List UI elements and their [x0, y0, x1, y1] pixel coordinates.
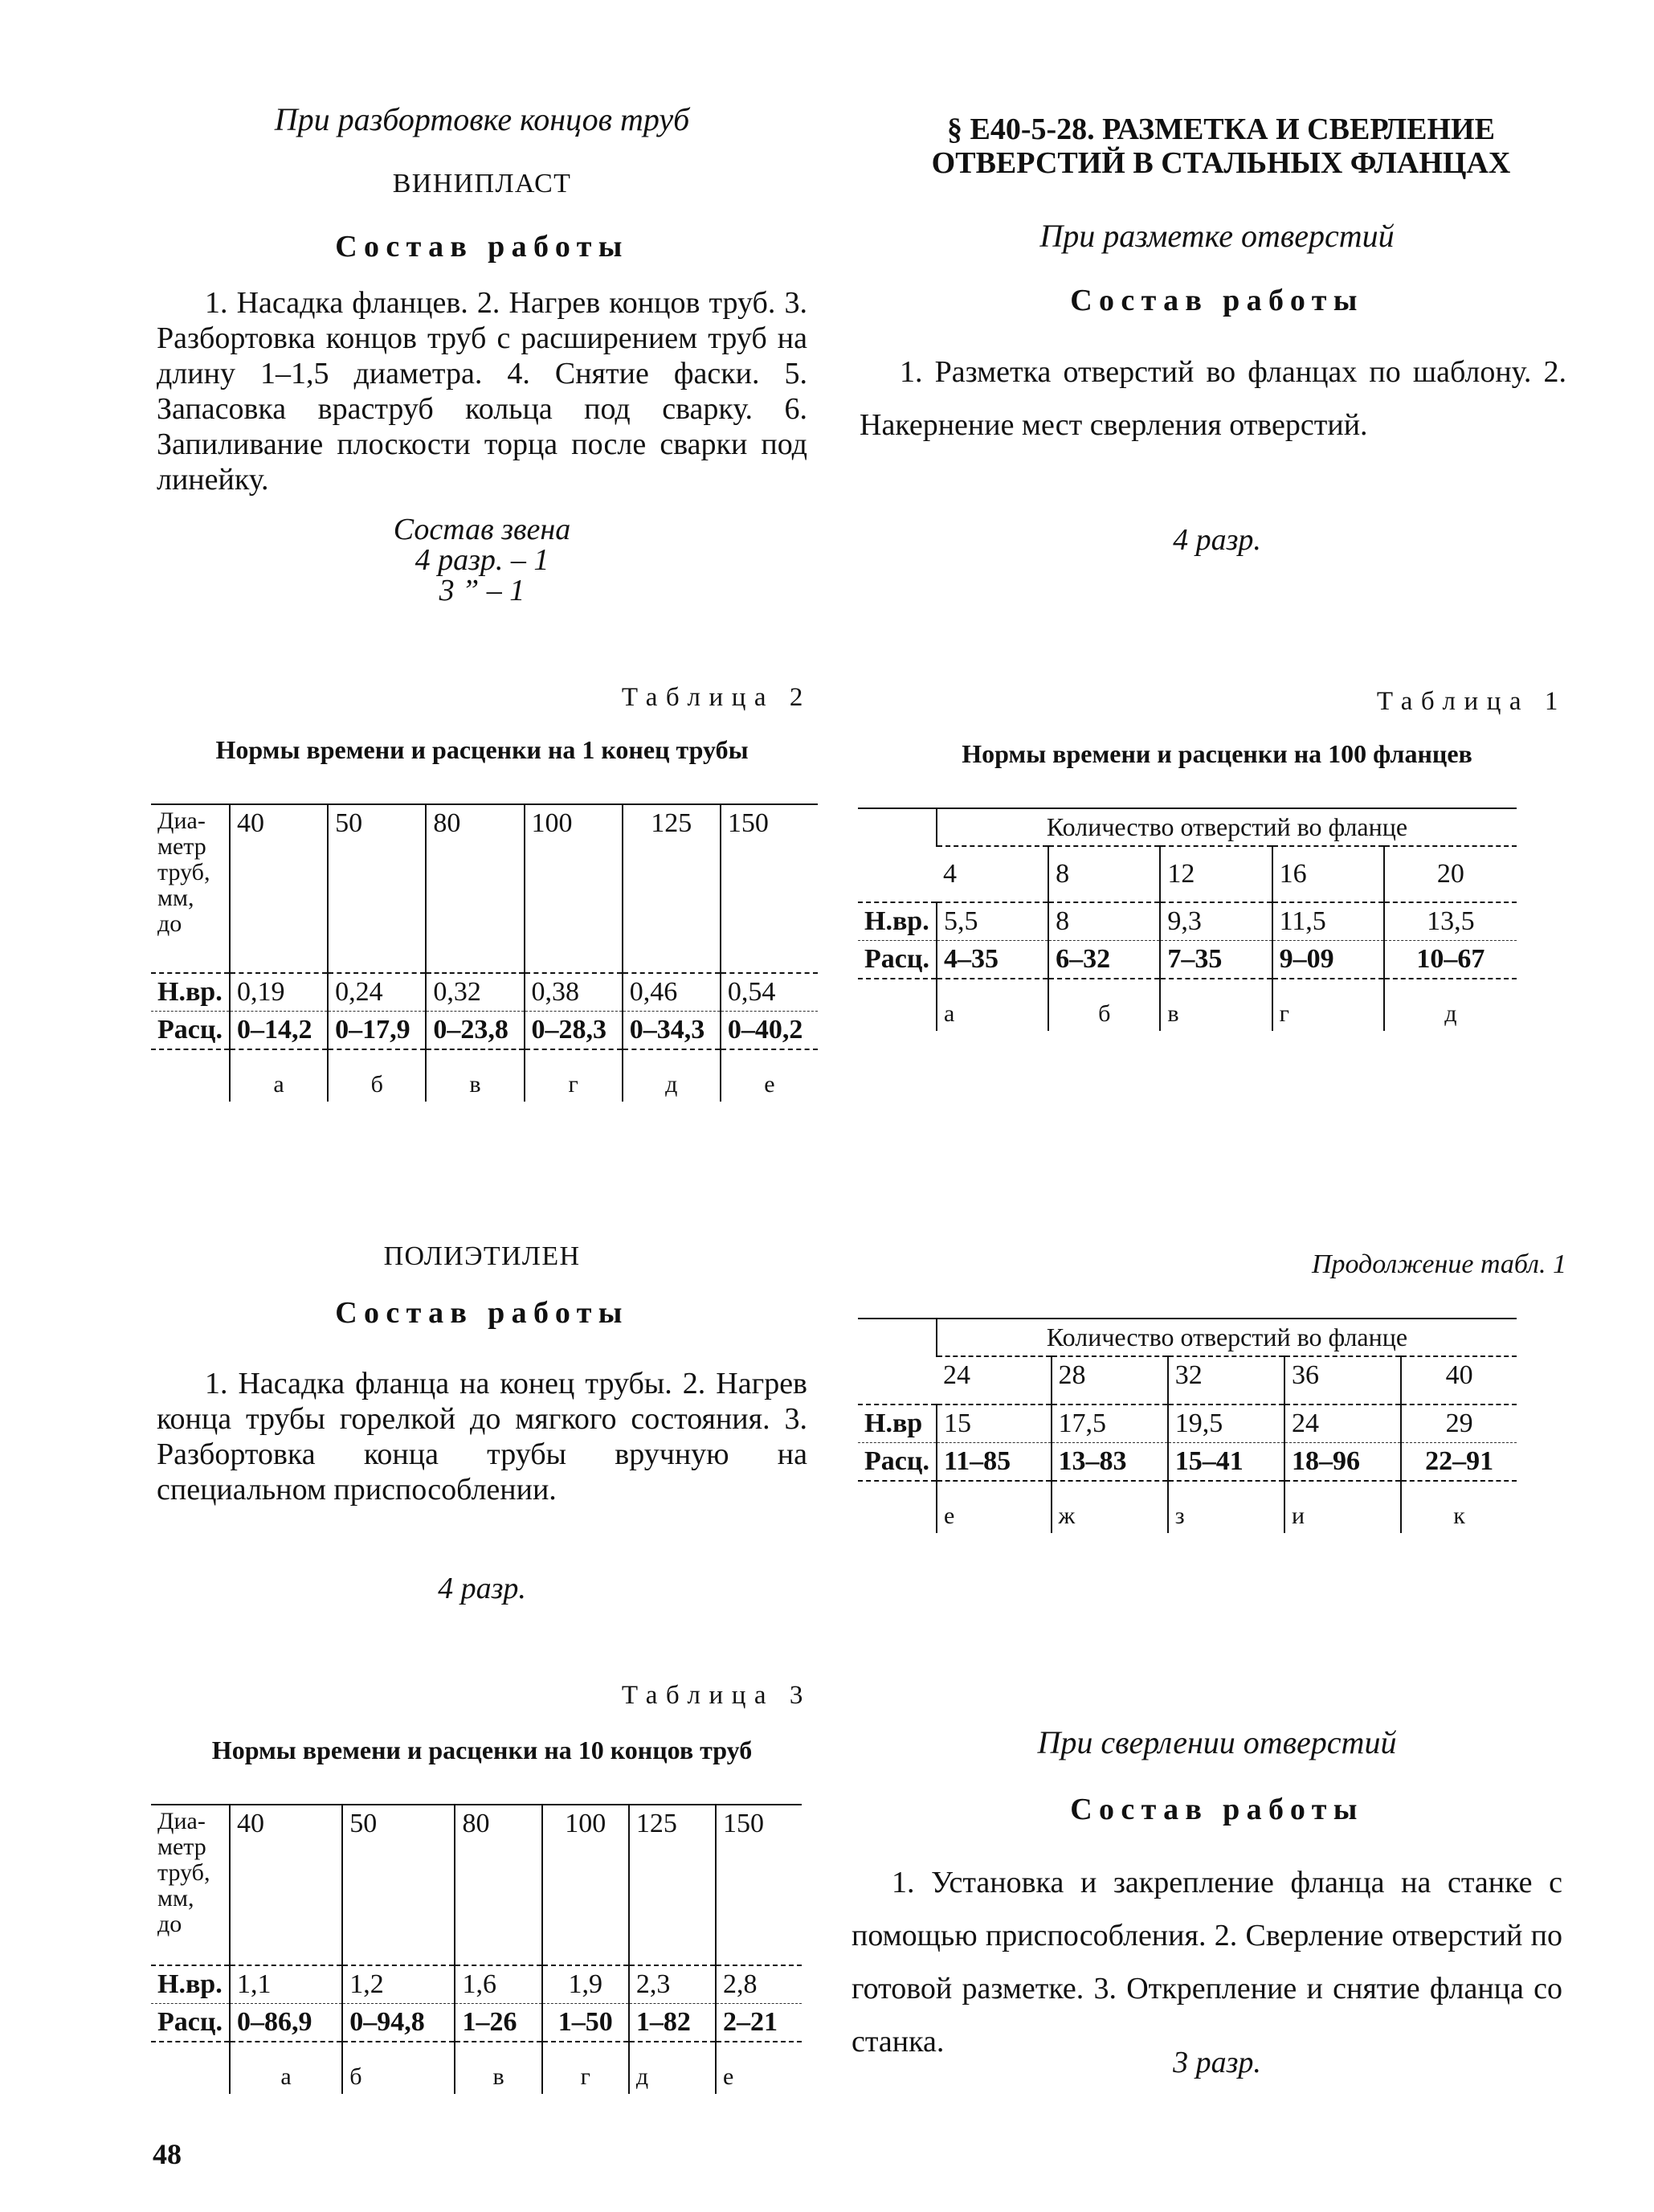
table1-col: 16 [1272, 846, 1384, 902]
table1-letter: б [1048, 979, 1160, 1031]
table3-nvr: 1,2 [342, 1965, 455, 2004]
poly-work-text: 1. Насадка фланца на конец трубы. 2. Нагрев конца трубы горелкой до мягкого состояния. 3. Разбортовка конца трубы вручную на специальном приспособлении. [157, 1367, 807, 1507]
table1-cont-group-header: Количество отверстий во фланце [937, 1319, 1517, 1356]
table3-nvr-label: Н.вр. [151, 1965, 230, 2004]
table3-label: Таблица 3 [621, 1681, 811, 1710]
table2-nvr: 0,19 [230, 973, 328, 1012]
table3-caption: Нормы времени и расценки на 10 концов труб [211, 1736, 753, 1764]
table3-nvr: 2,3 [629, 1965, 716, 2004]
table3-letter: д [629, 2042, 716, 2094]
table2-nvr-label: Н.вр. [151, 973, 230, 1012]
table1-continuation [858, 1318, 1517, 1533]
table3-col: 40 [230, 1805, 342, 1965]
table3-rasc: 1–26 [455, 2004, 541, 2042]
table1-cont-letter: з [1168, 1481, 1284, 1533]
table3-nvr: 2,8 [716, 1965, 802, 2004]
table2-col: 100 [525, 804, 623, 973]
table1-caption: Нормы времени и расценки на 100 фланцев [962, 739, 1472, 768]
table3-rasc: 1–82 [629, 2004, 716, 2042]
table1-cont-rasc: 18–96 [1284, 1443, 1401, 1482]
pipe-flaring-caption: При разбортовке концов труб [274, 101, 690, 137]
table3-nvr: 1,1 [230, 1965, 342, 2004]
table2-rasc-label: Расц. [157, 1015, 223, 1045]
table1-cont-col: 24 [937, 1356, 1052, 1404]
table1-cont-rasc-label: Расц. [864, 1446, 929, 1476]
table2-col: 40 [230, 804, 328, 973]
vinyl-work-text: 1. Насадка фланцев. 2. Нагрев концов труб. 3. Разбортовка концов труб с расширением труб на длину 1–1,5 диаметра. 4. Снятие фаски. 5. Запасовка враструб кольца под сварку. 6. Запиливание плоскости торца после сварки под линейку. [157, 286, 807, 497]
table1-letter: в [1160, 979, 1272, 1031]
table3-rasc: 1–50 [542, 2004, 629, 2042]
table2-letter: а [230, 1049, 328, 1102]
table1-cont-nvr: 24 [1284, 1404, 1401, 1443]
table1-nvr: 9,3 [1160, 902, 1272, 941]
table1-letter: г [1272, 979, 1384, 1031]
table1-cont-rasc: 15–41 [1168, 1443, 1284, 1482]
table1-rasc: 4–35 [937, 941, 1048, 979]
table1-nvr: 5,5 [937, 902, 1048, 941]
vinyl-material-heading: ВИНИПЛАСТ [392, 169, 572, 198]
table1-cont-col: 40 [1401, 1356, 1517, 1404]
table2-rasc: 0–28,3 [525, 1012, 623, 1050]
table3-letter: е [716, 2042, 802, 2094]
table1-rasc: 10–67 [1384, 941, 1517, 979]
table3-col: 125 [629, 1805, 716, 1965]
table3-letter: в [455, 2042, 541, 2094]
table1-letter: д [1384, 979, 1517, 1031]
marking-work-heading: Состав работы [1070, 284, 1364, 317]
marking-work-text: 1. Разметка отверстий во фланцах по шаблону. 2. Накернение мест сверления отверстий. [860, 355, 1566, 442]
section-title-line-2: ОТВЕРСТИЙ В СТАЛЬНЫХ ФЛАНЦАХ [931, 146, 1511, 180]
table1-cont-rasc: 22–91 [1401, 1443, 1517, 1482]
table2-col: 125 [623, 804, 721, 973]
section-title [876, 112, 1566, 180]
table2-row-header: Диа-метр труб, мм, до [151, 804, 230, 973]
drilling-caption: При сверлении отверстий [1037, 1724, 1397, 1760]
table1-col: 12 [1160, 846, 1272, 902]
drilling-grade: 3 разр. [1173, 2046, 1261, 2079]
table3-col: 100 [542, 1805, 629, 1965]
table3-rasc: 2–21 [716, 2004, 802, 2042]
table3-col: 150 [716, 1805, 802, 1965]
table1-group-header: Количество отверстий во фланце [937, 808, 1517, 846]
poly-work-heading: Состав работы [335, 1296, 629, 1330]
table2-col: 80 [426, 804, 524, 973]
table3-letter: г [542, 2042, 629, 2094]
table3-col: 50 [342, 1805, 455, 1965]
table1-cont-letter: и [1284, 1481, 1401, 1533]
marking-grade: 4 разр. [1173, 523, 1261, 557]
table1-rasc-label: Расц. [864, 944, 929, 974]
table3-nvr: 1,6 [455, 1965, 541, 2004]
drilling-work-heading: Состав работы [1070, 1793, 1364, 1826]
section-title-line-1: § Е40-5-28. РАЗМЕТКА И СВЕРЛЕНИЕ [947, 112, 1495, 146]
table2-nvr: 0,38 [525, 973, 623, 1012]
table2-letter: е [721, 1049, 818, 1102]
crew-line-1: 4 разр. – 1 [415, 543, 549, 577]
table2-rasc: 0–40,2 [721, 1012, 818, 1050]
table1-cont-nvr: 17,5 [1052, 1404, 1168, 1443]
table3-rasc-label: Расц. [157, 2007, 223, 2037]
table1-nvr: 8 [1048, 902, 1160, 941]
table2-letter: б [328, 1049, 426, 1102]
page-number: 48 [153, 2138, 182, 2170]
table2-letter: д [623, 1049, 721, 1102]
table2-nvr: 0,24 [328, 973, 426, 1012]
table1-cont-nvr: 19,5 [1168, 1404, 1284, 1443]
marking-caption: При разметке отверстий [1039, 218, 1395, 254]
table2-nvr: 0,32 [426, 973, 524, 1012]
table1-nvr: 11,5 [1272, 902, 1384, 941]
polyethylene-material-heading: ПОЛИЭТИЛЕН [383, 1241, 581, 1271]
table1-cont-letter: ж [1052, 1481, 1168, 1533]
table2-label: Таблица 2 [621, 683, 811, 712]
table1-rasc: 7–35 [1160, 941, 1272, 979]
crew-heading: Состав звена [393, 513, 571, 546]
table1-col: 4 [937, 846, 1048, 902]
table1-nvr-label: Н.вр. [858, 902, 937, 941]
table3-letter: б [342, 2042, 455, 2094]
table1-rasc: 9–09 [1272, 941, 1384, 979]
table1-cont-nvr: 15 [937, 1404, 1052, 1443]
table1-cont-rasc: 11–85 [937, 1443, 1052, 1482]
table1-label: Таблица 1 [1376, 687, 1566, 716]
vinyl-work-heading: Состав работы [335, 230, 629, 264]
drilling-work-text: 1. Установка и закрепление фланца на станке с помощью приспособления. 2. Сверление отверстий по готовой разметке. 3. Открепление и снятие фланца со станка. [852, 1866, 1562, 2059]
table2-nvr: 0,54 [721, 973, 818, 1012]
table2-col: 50 [328, 804, 426, 973]
table1-cont-nvr: 29 [1401, 1404, 1517, 1443]
table1-cont-rasc: 13–83 [1052, 1443, 1168, 1482]
table2-col: 150 [721, 804, 818, 973]
table1 [858, 808, 1517, 1031]
crew-line-2: 3 ” – 1 [439, 574, 525, 607]
table1-cont-letter: е [937, 1481, 1052, 1533]
table2-letter: в [426, 1049, 524, 1102]
table2-letter: г [525, 1049, 623, 1102]
table3-letter: а [230, 2042, 342, 2094]
table1-cont-nvr-label: Н.вр [858, 1404, 937, 1443]
table1-cont-letter: к [1401, 1481, 1517, 1533]
table1-letter: а [937, 979, 1048, 1031]
table1-col: 8 [1048, 846, 1160, 902]
table2-nvr: 0,46 [623, 973, 721, 1012]
table2-rasc: 0–23,8 [426, 1012, 524, 1050]
table2-caption: Нормы времени и расценки на 1 конец трубы [215, 735, 749, 764]
table1-cont-col: 32 [1168, 1356, 1284, 1404]
table1-rasc: 6–32 [1048, 941, 1160, 979]
table3-rasc: 0–86,9 [230, 2004, 342, 2042]
table1-cont-col: 36 [1284, 1356, 1401, 1404]
table3-nvr: 1,9 [542, 1965, 629, 2004]
table2-rasc: 0–14,2 [230, 1012, 328, 1050]
table1-nvr: 13,5 [1384, 902, 1517, 941]
poly-grade: 4 разр. [438, 1572, 526, 1605]
table1-cont-col: 28 [1052, 1356, 1168, 1404]
table3-row-header: Диа-метр труб, мм, до [151, 1805, 230, 1965]
table2-rasc: 0–34,3 [623, 1012, 721, 1050]
table1-col: 20 [1384, 846, 1517, 902]
table2-rasc: 0–17,9 [328, 1012, 426, 1050]
table2 [151, 803, 818, 1102]
table3 [151, 1804, 802, 2094]
table3-col: 80 [455, 1805, 541, 1965]
table3-rasc: 0–94,8 [342, 2004, 455, 2042]
table1-continuation-label: Продолжение табл. 1 [1311, 1249, 1566, 1279]
crew-composition [153, 514, 811, 606]
